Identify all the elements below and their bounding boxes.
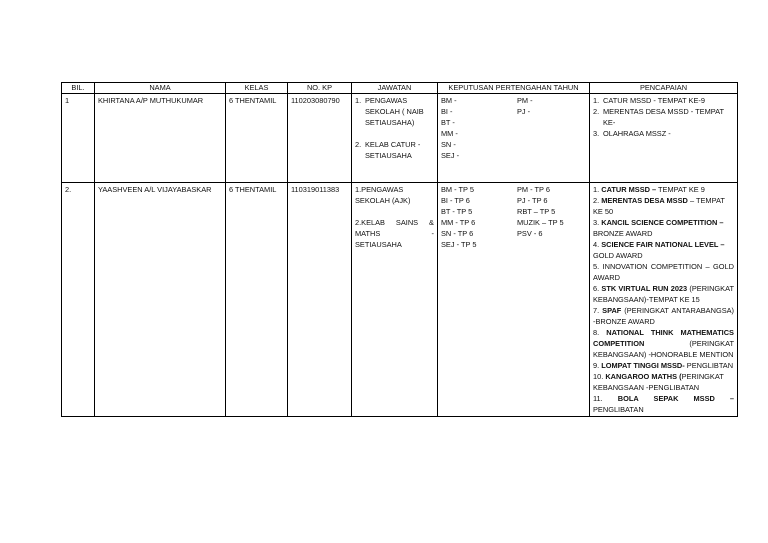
student-achievement-table <box>61 82 738 417</box>
keputusan-right-list <box>517 184 587 250</box>
grade-line: SEJ - <box>441 151 460 160</box>
grade-line: PM - <box>517 96 533 105</box>
table-header-row <box>62 83 738 94</box>
grade-line: MM - <box>441 129 458 138</box>
grade-line: BT - <box>441 118 455 127</box>
grade-line: BI - <box>441 107 453 116</box>
header-bil: BIL. <box>62 83 95 94</box>
keputusan-left-list <box>441 184 517 250</box>
jawatan-cell <box>352 94 438 183</box>
keputusan-right-list <box>517 95 587 161</box>
grade-line: RBT – TP 5 <box>517 207 556 216</box>
pencapaian-item: 5. INNOVATION COMPETITION – GOLD AWARD <box>593 262 734 282</box>
pencapaian-item: 3. KANCIL SCIENCE COMPETITION – BRONZE AWARD <box>593 218 724 238</box>
kelas-cell: 6 THENTAMIL <box>226 183 288 417</box>
bil-cell: 2. <box>62 183 95 417</box>
pencapaian-item: 3. OLAHRAGA MSSZ - <box>593 129 671 138</box>
jawatan-item: 2. KELAB CATUR - SETIAUSAHA <box>355 140 421 160</box>
grade-line: BT - TP 5 <box>441 207 473 216</box>
jawatan-item: MATHS - <box>355 229 434 238</box>
header-jawatan: JAWATAN <box>352 83 438 94</box>
header-pencapaian: PENCAPAIAN <box>590 83 738 94</box>
pencapaian-item: 6. STK VIRTUAL RUN 2023 (PERINGKAT KEBANGSAAN)-TEMPAT KE 15 <box>593 284 734 304</box>
keputusan-cell <box>438 94 590 183</box>
header-keputusan: KEPUTUSAN PERTENGAHAN TAHUN <box>438 83 590 94</box>
pencapaian-item: 11. BOLA SEPAK MSSD – PENGLIBATAN <box>593 394 734 414</box>
grade-line: BM - TP 5 <box>441 185 474 194</box>
pencapaian-cell <box>590 183 738 417</box>
jawatan-item: 2.KELAB SAINS & <box>355 218 434 227</box>
pencapaian-item: 1. CATUR MSSD - TEMPAT KE-9 <box>593 96 705 105</box>
grade-line: PJ - <box>517 107 531 116</box>
pencapaian-item: 2. MERENTAS DESA MSSD - TEMPAT KE- <box>593 107 724 127</box>
pencapaian-item: 1. CATUR MSSD – TEMPAT KE 9 <box>593 185 705 194</box>
pencapaian-item: 10. KANGAROO MATHS (PERINGKAT KEBANGSAAN -PENGLIBATAN <box>593 372 724 392</box>
grade-line: SN - <box>441 140 456 149</box>
jawatan-cell <box>352 183 438 417</box>
table-row <box>62 94 738 183</box>
keputusan-left-list <box>441 95 517 161</box>
grade-line: PM - TP 6 <box>517 185 550 194</box>
keputusan-cell <box>438 183 590 417</box>
grade-line: SEJ - TP 5 <box>441 240 477 249</box>
pencapaian-item: 8. NATIONAL THINK MATHEMATICS COMPETITION (PERINGKAT KEBANGSAAN) -HONORABLE MENTION <box>593 328 734 359</box>
jawatan-item: SETIAUSAHA <box>355 240 402 249</box>
bil-cell: 1 <box>62 94 95 183</box>
kelas-cell: 6 THENTAMIL <box>226 94 288 183</box>
grade-line: SN - TP 6 <box>441 229 474 238</box>
jawatan-item: 1. PENGAWAS SEKOLAH ( NAIB SETIAUSAHA) <box>355 96 424 127</box>
grade-line: PSV - 6 <box>517 229 543 238</box>
pencapaian-item: 2. MERENTAS DESA MSSD – TEMPAT KE 50 <box>593 196 725 216</box>
no-kp-cell: 110203080790 <box>288 94 352 183</box>
pencapaian-item: 7. SPAF (PERINGKAT ANTARABANGSA) -BRONZE AWARD <box>593 306 735 326</box>
table-row <box>62 183 738 417</box>
header-nama: NAMA <box>95 83 226 94</box>
pencapaian-item: 9. LOMPAT TINGGI MSSD- PENGLIBTAN <box>593 361 734 370</box>
grade-line: MUZIK – TP 5 <box>517 218 564 227</box>
nama-cell: YAASHVEEN A/L VIJAYABASKAR <box>95 183 226 417</box>
header-kelas: KELAS <box>226 83 288 94</box>
header-no-kp: NO. KP <box>288 83 352 94</box>
grade-line: MM - TP 6 <box>441 218 476 227</box>
pencapaian-cell <box>590 94 738 183</box>
no-kp-cell: 110319011383 <box>288 183 352 417</box>
nama-cell: KHIRTANA A/P MUTHUKUMAR <box>95 94 226 183</box>
jawatan-item: 1.PENGAWAS SEKOLAH (AJK) <box>355 185 411 205</box>
pencapaian-item: 4. SCIENCE FAIR NATIONAL LEVEL – GOLD AWARD <box>593 240 725 260</box>
grade-line: BM - <box>441 96 457 105</box>
grade-line: PJ - TP 6 <box>517 196 548 205</box>
grade-line: BI - TP 6 <box>441 196 470 205</box>
